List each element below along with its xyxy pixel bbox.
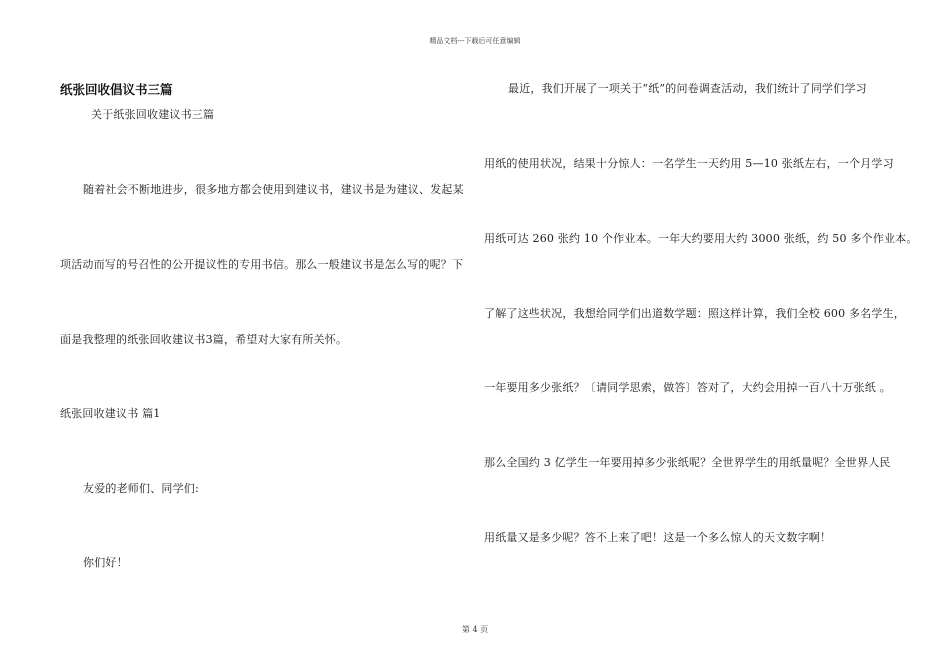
greeting: 你们好！	[83, 556, 128, 569]
right-paragraph-line: 一年要用多少张纸？〔请同学思索，做答〕答对了，大约会用掉一百八十万张纸 。	[484, 381, 891, 394]
salutation: 友爱的老师们、同学们:	[83, 482, 199, 495]
right-paragraph-line: 那么全国约 3 亿学生一年要用掉多少张纸呢？全世界学生的用纸量呢？全世界人民	[484, 456, 891, 469]
left-paragraph-line: 随着社会不断地进步，很多地方都会使用到建议书，建议书是为建议、发起某	[83, 183, 464, 196]
document-title: 纸张回收倡议书三篇	[60, 82, 173, 97]
right-paragraph-line: 用纸的使用状况，结果十分惊人：一名学生一天约用 5—10 张纸左右，一个月学习	[484, 157, 894, 170]
document-subtitle: 关于纸张回收建议书三篇	[91, 108, 215, 121]
page-header: 精品文档---下载后可任意编辑	[429, 37, 521, 45]
right-paragraph-line: 了解了这些状况，我想给同学们出道数学题：照这样计算，我们全校 600 多名学生，	[484, 307, 905, 320]
left-paragraph-line: 项活动而写的号召性的公开提议性的专用书信。那么一般建议书是怎么写的呢？下	[60, 258, 464, 271]
section-heading: 纸张回收建议书 篇1	[60, 407, 161, 420]
right-paragraph-line: 用纸量又是多少呢？答不上来了吧！这是一个多么惊人的天文数字啊！	[484, 531, 832, 544]
right-paragraph-line: 最近，我们开展了一项关于“纸”的问卷调查活动，我们统计了同学们学习	[508, 82, 867, 95]
left-paragraph-line: 面是我整理的纸张回收建议书3篇，希望对大家有所关怀。	[60, 333, 348, 346]
page-number: 第 4 页	[461, 625, 489, 634]
right-paragraph-line: 用纸可达 260 张约 10 个作业本。一年大约要用大约 3000 张纸，约 50 多个作业本。	[484, 232, 918, 245]
